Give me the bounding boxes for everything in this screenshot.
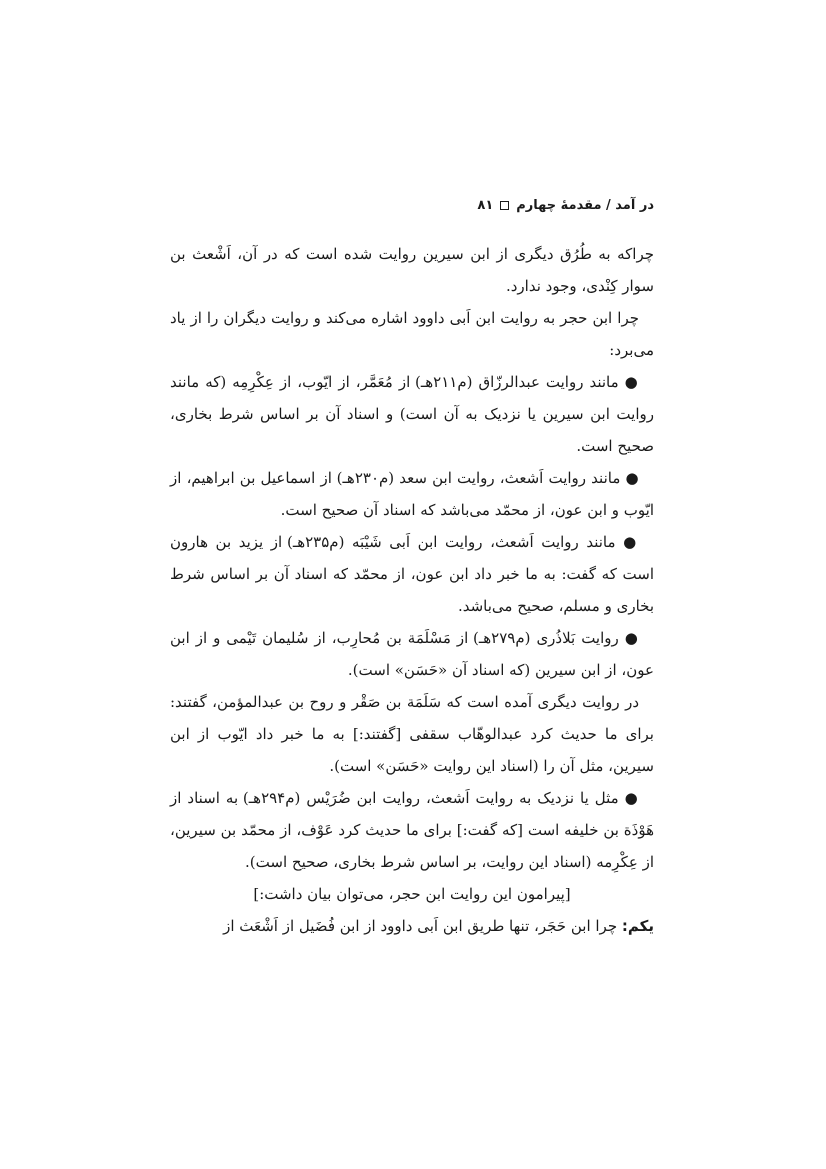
- first-point-text: چرا ابن حَجَر، تنها طریق ابن اَبی داوود از ابن فُضَیل از اَشْعَث از: [223, 917, 622, 935]
- first-point-lead: یکم:: [621, 917, 654, 935]
- paragraph-question: چرا ابن حجر به روایت ابن اَبی داوود اشاره می‌کند و روایت دیگران را از یاد می‌برد:: [170, 309, 654, 359]
- body-text: [170, 238, 654, 942]
- bullet-baladhuri: ● روایت بَلاذُری (م۲۷۹هـ) از مَسْلَمَة بن مُحارِب، از سُلیمان تَیْمی و از ابن عون، از ابن سیرین (که اسناد آن «حَسَن» است).: [170, 629, 654, 679]
- bullet-ibn-durays: ● مثل یا نزدیک به روایت اَشعث، روایت ابن ضُرَیْس (م۲۹۴هـ) به اسناد از هَوْذَة بن خلیفه است [که گفت:] برای ما حدیث کرد عَوْف، از محمّد بن سیرین، از عِکْرِمه (اسناد این روایت، بر اساس شرط بخاری، صحیح است).: [170, 789, 654, 871]
- bullet-abdulrazzaq: ● مانند روایت عبدالرزّاق (م۲۱۱هـ) از مُعَمَّر، از ایّوب، از عِکْرِمِه (که مانند روایت ابن سیرین یا نزدیک به آن است) و اسناد آن بر اساس شرط بخاری، صحیح است.: [170, 373, 654, 455]
- running-header: [154, 196, 654, 216]
- square-icon: [500, 201, 509, 210]
- header-section-title: در آمد / مقدمهٔ چهارم: [516, 198, 654, 213]
- bullet-ibn-saad: ● مانند روایت اَشعث، روایت ابن سعد (م۲۳۰هـ) از اسماعیل بن ابراهیم، از ایّوب و ابن عون، از محمّد می‌باشد که اسناد آن صحیح است.: [170, 469, 654, 519]
- bracketed-note: [پیرامون این روایت ابن حجر، می‌توان بیان داشت:]: [253, 885, 571, 903]
- bullet-ibn-abi-shaybah: ● مانند روایت اَشعث، روایت ابن اَبی شَیْبَه (م۲۳۵هـ) از یزید بن هارون است که گفت: به ما خبر داد ابن عون، از محمّد که اسناد آن بر اساس شرط بخاری و مسلم، صحیح می‌باشد.: [170, 533, 654, 615]
- paragraph-other-narration: در روایت دیگری آمده است که سَلَمَة بن صَقْر و روح بن عبدالمؤمن، گفتند: برای ما حدیث کرد عبدالوهّاب سقفی [گفتند:] به ما خبر داد ایّوب از ابن سیرین، مثل آن را (اسناد این روایت «حَسَن» است).: [170, 693, 654, 775]
- header-page-number: ۸۱: [477, 198, 494, 213]
- paragraph-continuation: چراکه به طُرُق دیگری از ابن سیرین روایت شده است که در آن، اَشْعث بن سوار کِنْدی، وجود ندارد.: [170, 245, 654, 295]
- paragraph-first-point: [170, 910, 654, 942]
